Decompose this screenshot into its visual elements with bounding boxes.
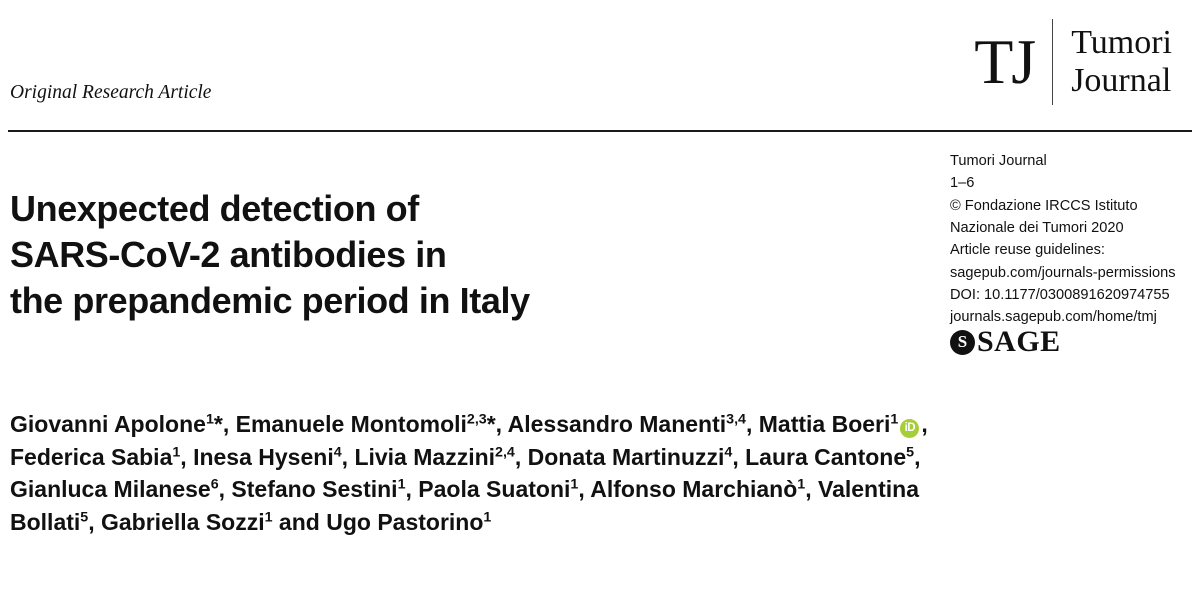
author-affiliation-marker: 1 (570, 476, 579, 493)
author-affiliation-marker: 2,4 (495, 444, 515, 460)
author-list (10, 408, 930, 539)
author-affiliation-marker: 1 (397, 476, 406, 493)
article-title-line-3: the prepandemic period in Italy (10, 279, 530, 321)
author-affiliation-marker: 3,4 (726, 411, 746, 428)
journal-logo-mark: TJ (974, 25, 1035, 97)
author-name: Donata Martinuzzi (527, 443, 725, 470)
journal-logo-name-line2: Journal (1071, 62, 1172, 99)
author-affiliation-marker: 1 (797, 476, 806, 493)
author-separator: , (180, 443, 194, 470)
author-separator: *, (213, 411, 236, 437)
author-name: Manenti (639, 411, 727, 437)
author-affiliation-marker: 1 (172, 444, 181, 460)
author-affiliation-marker: 2,3 (466, 411, 487, 428)
author-separator: *, (486, 411, 508, 437)
masthead-divider (1052, 19, 1053, 105)
author-separator: , (578, 476, 591, 503)
publisher-logo (950, 325, 1061, 359)
article-title-line-2: SARS-CoV-2 antibodies in (10, 233, 447, 275)
author-name: Giovanni Apolone (10, 411, 206, 437)
author-name: Mattia Boeri (758, 411, 891, 437)
author-separator: , (745, 411, 759, 437)
journal-masthead (974, 14, 1172, 110)
author-affiliation-marker: 1 (890, 411, 899, 428)
author-separator: , (921, 411, 928, 437)
author-affiliation-marker: 1 (205, 411, 214, 428)
metadata-doi[interactable]: DOI: 10.1177/0300891620974755 (950, 286, 1170, 303)
author-name: Gabriella Sozzi (101, 508, 265, 535)
article-title (10, 186, 710, 323)
author-separator: , (514, 443, 528, 470)
author-name: Livia Mazzini (354, 443, 496, 470)
author-name: Ugo Pastorino (326, 508, 484, 535)
metadata-page-range: 1–6 (950, 175, 975, 192)
author-name: Alessandro (507, 411, 633, 437)
author-name: Milanese (113, 476, 211, 503)
author-separator: , (805, 476, 812, 503)
author-name: Stefano Sestini (231, 476, 398, 503)
metadata-reuse-label: Article reuse guidelines: (950, 242, 1105, 259)
author-name: Inesa Hyseni (193, 443, 334, 470)
metadata-journal-home-link[interactable]: journals.sagepub.com/home/tmj (950, 309, 1157, 326)
author-affiliation-marker: 5 (906, 444, 915, 460)
author-separator: , (914, 443, 921, 470)
author-separator: , (405, 476, 419, 503)
author-separator: , (732, 443, 746, 470)
article-metadata-block (950, 150, 1200, 329)
metadata-journal-name: Tumori Journal (950, 153, 1047, 169)
metadata-permissions-link[interactable]: sagepub.com/journals-permissions (950, 264, 1176, 281)
author-separator: , (341, 443, 349, 470)
article-title-line-1: Unexpected detection of (10, 188, 419, 230)
orcid-icon[interactable]: iD (900, 419, 919, 438)
author-affiliation-marker: 4 (333, 444, 342, 460)
metadata-copyright-line-1: © Fondazione IRCCS Istituto (950, 197, 1138, 214)
author-affiliation-marker: 4 (724, 444, 733, 460)
author-name: Emanuele Montomoli (235, 411, 467, 437)
journal-logo-name-line1: Tumori (1071, 23, 1172, 61)
author-separator: and (272, 508, 327, 535)
journal-logo-name (1071, 24, 1172, 100)
author-name: Alfonso Marchianò (590, 476, 798, 503)
author-name: Gianluca (10, 476, 108, 503)
author-affiliation-marker: 6 (210, 476, 219, 493)
publisher-name: SAGE (977, 325, 1061, 358)
header-divider-rule (8, 130, 1192, 132)
article-type-kicker: Original Research Article (10, 82, 212, 103)
author-name: Valentina Bollati (10, 476, 919, 535)
author-affiliation-marker: 1 (264, 509, 273, 526)
metadata-copyright-line-2: Nazionale dei Tumori 2020 (950, 219, 1124, 236)
author-name: Paola Suatoni (418, 476, 571, 503)
author-separator: , (218, 476, 232, 503)
author-affiliation-marker: 5 (80, 509, 89, 526)
author-affiliation-marker: 1 (483, 509, 492, 526)
author-separator: , (88, 508, 101, 535)
sage-badge-icon: S (950, 330, 975, 355)
author-name: Laura Cantone (745, 443, 907, 470)
author-name: Federica Sabia (10, 443, 173, 470)
